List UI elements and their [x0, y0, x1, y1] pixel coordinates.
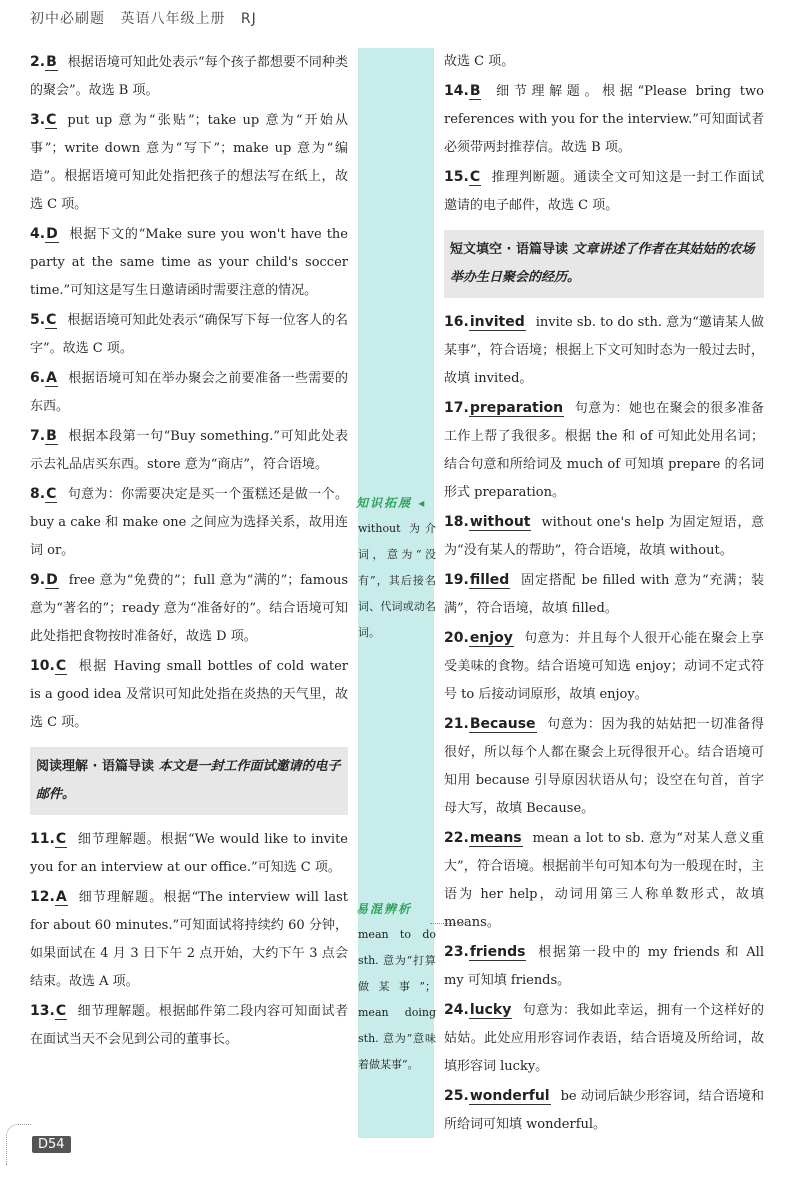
explanation-text: 细节理解题。根据邮件第二段内容可知面试者在面试当天不会见到公司的董事长。: [30, 1004, 348, 1047]
item-number: 20.: [444, 630, 469, 646]
answer-item: [444, 394, 764, 507]
answer-item: [30, 106, 348, 219]
explanation-text: mean a lot to sb. 意为“对某人意义重大”，符合语境。根据前半句可知本句为一般现在时，主语为 her help，动词用第三人称单数形式，故填 means。: [444, 831, 764, 930]
answer-item: [30, 306, 348, 363]
answer-key: preparation: [469, 400, 564, 416]
side-note-text: without 为介词，意为“没有”，其后接名词、代词或动名词。: [358, 522, 436, 639]
answer-item: [30, 566, 348, 651]
answer-item: [444, 824, 764, 937]
answer-item: [444, 566, 764, 623]
answer-key: wonderful: [469, 1088, 550, 1104]
answer-item: [444, 308, 764, 393]
answer-key: B: [469, 83, 481, 99]
explanation-text: 句意为：你需要决定是买一个蛋糕还是做一个。buy a cake 和 make one 之间应为选择关系，故用连词 or。: [30, 487, 348, 558]
item-number: 11.: [30, 831, 55, 847]
item-number: 24.: [444, 1002, 469, 1018]
answer-key: B: [46, 54, 57, 70]
answer-key: lucky: [469, 1002, 512, 1018]
answer-item: [444, 163, 764, 220]
item-number: 15.: [444, 169, 469, 185]
explanation-text: free 意为“免费的”；full 意为“满的”；famous 意为“著名的”；ready 意为“准备好的”。结合语境可知此处指把食物按时准备好，故选 D 项。: [30, 573, 348, 644]
answer-key: C: [55, 1003, 67, 1019]
item-number: 3.: [30, 112, 46, 128]
item-number: 25.: [444, 1088, 469, 1104]
explanation-text: 根据语境可知此处表示“每个孩子都想要不同种类的聚会”。故选 B 项。: [30, 55, 348, 98]
section-desc: 文章讲述了作者在其姑姑的农场举办生日聚会的经历。: [450, 242, 755, 285]
explanation-text: 细节理解题。根据“The interview will last for about 60 minutes.”可知面试将持续约 60 分钟，如果面试在 4 月 3 日下午 2 点开始，大约下午 3 点会结束。故选 A 项。: [30, 890, 348, 989]
item-number: 7.: [30, 428, 46, 444]
item-number: 12.: [30, 889, 55, 905]
answer-key: D: [46, 572, 58, 588]
answer-item: [444, 77, 764, 162]
answer-key: A: [55, 889, 67, 905]
explanation-text: invite sb. to do sth. 意为“邀请某人做某事”，符合语境；根据上下文可知时态为一般过去时，故填 invited。: [444, 315, 764, 386]
answer-item: [30, 883, 348, 996]
answer-item: [30, 220, 348, 305]
answer-item: [30, 364, 348, 421]
item-number: 14.: [444, 83, 469, 99]
section-title: 阅读理解 · 语篇导读: [36, 759, 154, 774]
item-number: 2.: [30, 54, 46, 70]
explanation-text: 根据下文的“Make sure you won't have the party at the same time as your child's soccer time.”可知这是写生日邀请函时需要注意的情况。: [30, 227, 348, 298]
explanation-text: 句意为：并且每个人很开心能在聚会上享受美味的食物。结合语境可知选 enjoy；动词不定式符号 to 后接动词原形，故填 enjoy。: [444, 631, 764, 702]
answer-key: D: [46, 226, 58, 242]
item-number: 17.: [444, 400, 469, 416]
answer-key: Because: [469, 716, 536, 732]
explanation-text: 根据第一段中的 my friends 和 All my 可知填 friends。: [444, 945, 764, 988]
answer-item: [30, 997, 348, 1054]
answer-key: friends: [469, 944, 526, 960]
section-banner-reading: [30, 747, 348, 815]
answer-key: C: [55, 658, 67, 674]
right-column: [444, 48, 764, 1140]
explanation-text: 细节理解题。根据“We would like to invite you for an interview at our office.”可知选 C 项。: [30, 832, 348, 875]
explanation-text: 固定搭配 be filled with 意为“充满；装满”，符合语境，故填 filled。: [444, 573, 764, 616]
answer-key: C: [46, 486, 57, 502]
answer-item: [30, 652, 348, 737]
answer-item: [30, 48, 348, 105]
explanation-text: 细节理解题。根据“Please bring two references with you for the interview.”可知面试者必须带两封推荐信。故选 B 项。: [444, 84, 764, 155]
item-number: 13.: [30, 1003, 55, 1019]
item-number: 6.: [30, 370, 46, 386]
answer-item: [444, 710, 764, 823]
item-number: 23.: [444, 944, 469, 960]
answer-item: [30, 480, 348, 565]
item-number: 16.: [444, 314, 469, 330]
answer-key: invited: [469, 314, 525, 330]
item-number: 21.: [444, 716, 469, 732]
answer-key: filled: [469, 572, 510, 588]
item-number: 22.: [444, 830, 469, 846]
answer-key: without: [469, 514, 531, 530]
subject-title: 英语八年级上册: [120, 11, 226, 27]
side-note-tag: 知识拓展 ◂: [356, 496, 427, 510]
item-number: 8.: [30, 486, 46, 502]
explanation-text: put up 意为“张贴”；take up 意为“开始从事”；write down 意为“写下”；make up 意为“编造”。根据语境可知此处指把孩子的想法写在纸上，故选 C 项。: [30, 113, 348, 212]
book-title: 初中必刷题: [30, 11, 105, 27]
answer-key: C: [46, 112, 57, 128]
answer-item: [30, 825, 348, 882]
explanation-text: 根据本段第一句“Buy something.”可知此处表示去礼品店买东西。store 意为“商店”，符合语境。: [30, 429, 348, 472]
explanation-text: 根据 Having small bottles of cold water is a good idea 及常识可知此处指在炎热的天气里，故选 C 项。: [30, 659, 348, 730]
side-note-knowledge: [356, 490, 442, 646]
answer-item: [444, 1082, 764, 1139]
explanation-text: 句意为：她也在聚会的很多准备工作上帮了我很多。根据 the 和 of 可知此处用名词；结合句意和所给词及 much of 可知填 prepare 的名词形式 preparation。: [444, 401, 764, 500]
page-number: D54: [32, 1136, 71, 1153]
answer-item: [444, 938, 764, 995]
explanation-text: 句意为：我如此幸运，拥有一个这样好的姑姑。此处应用形容词作表语，结合语境及所给词，故填形容词 lucky。: [444, 1003, 764, 1074]
explanation-text: 根据语境可知此处表示“确保写下每一位客人的名字”。故选 C 项。: [30, 313, 348, 356]
left-column: [30, 48, 348, 1055]
side-note-text: mean to do sth. 意为“打算做某事”；mean doing sth. 意为“意味着做某事”。: [358, 928, 436, 1071]
corner-decoration: [6, 1124, 31, 1165]
explanation-text: 推理判断题。通读全文可知这是一封工作面试邀请的电子邮件，故选 C 项。: [444, 170, 764, 213]
item-number: 10.: [30, 658, 55, 674]
item-number: 19.: [444, 572, 469, 588]
item-number: 5.: [30, 312, 46, 328]
answer-key: means: [469, 830, 522, 846]
answer-item: [444, 508, 764, 565]
answer-item: [444, 624, 764, 709]
section-desc: 本文是一封工作面试邀请的电子邮件。: [36, 759, 341, 802]
answer-key: enjoy: [469, 630, 513, 646]
answer-item: [30, 422, 348, 479]
answer-item: [444, 48, 764, 76]
answer-key: B: [46, 428, 57, 444]
answer-key: C: [55, 831, 67, 847]
explanation-text: 故选 C 项。: [444, 54, 515, 69]
page-header: [30, 8, 267, 28]
explanation-text: 根据语境可知在举办聚会之前要准备一些需要的东西。: [30, 371, 348, 414]
explanation-text: 句意为：因为我的姑姑把一切准备得很好，所以每个人都在聚会上玩得很开心。结合语境可知用 because 引导原因状语从句；设空在句首，首字母大写，故填 Because。: [444, 717, 764, 816]
answer-key: C: [469, 169, 481, 185]
answer-key: C: [46, 312, 57, 328]
item-number: 18.: [444, 514, 469, 530]
answer-key: A: [46, 370, 57, 386]
answer-item: [444, 996, 764, 1081]
item-number: 9.: [30, 572, 46, 588]
section-banner-cloze: [444, 230, 764, 298]
explanation-text: without one's help 为固定短语，意为“没有某人的帮助”，符合语境，故填 without。: [444, 515, 764, 558]
connector-line: [430, 923, 470, 924]
explanation-text: be 动词后缺少形容词，结合语境和所给词可知填 wonderful。: [444, 1089, 764, 1132]
item-number: 4.: [30, 226, 46, 242]
side-note-tag: 易混辨析: [356, 902, 413, 916]
section-title: 短文填空 · 语篇导读: [450, 242, 568, 257]
edition-label: RJ: [240, 11, 257, 27]
